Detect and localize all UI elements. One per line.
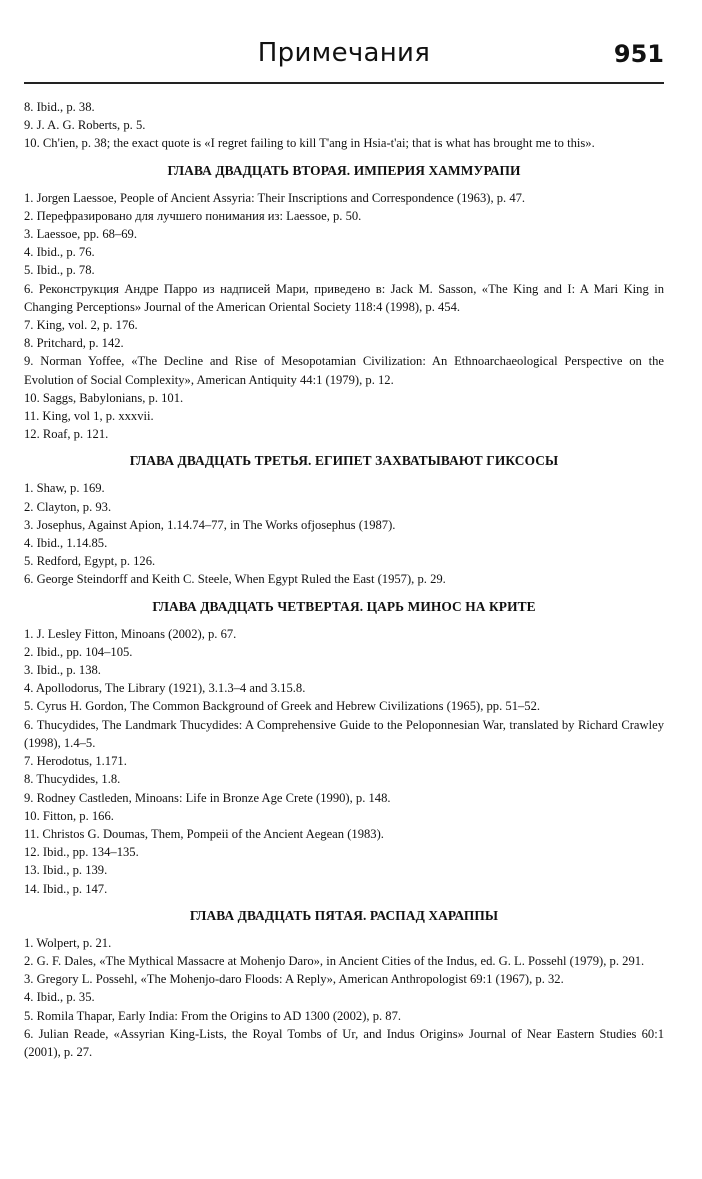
note-item: 5. Romila Thapar, Early India: From the Origins to AD 1300 (2002), p. 87.: [24, 1008, 402, 1023]
notes-section-chapter-22: [24, 163, 664, 444]
note-item: 3. Josephus, Against Apion, 1.14.74–77, in The Works ofjosephus (1987).: [24, 517, 396, 532]
note-item: 4. Ibid., p. 35.: [24, 990, 95, 1005]
note-item: 12. Roaf, p. 121.: [24, 427, 109, 442]
note-item: 1. Jorgen Laessoe, People of Ancient Assyria: Their Inscriptions and Correspondence (1963), p. 47.: [24, 190, 526, 205]
notes-section-continued: [24, 98, 664, 153]
note-item: 1. Shaw, p. 169.: [24, 481, 105, 496]
note-item: 11. Christos G. Doumas, Them, Pompeii of the Ancient Aegean (1983).: [24, 826, 384, 841]
note-item: 8. Thucydides, 1.8.: [24, 772, 121, 787]
note-item: 9. Norman Yoffee, «The Decline and Rise of Mesopotamian Civilization: An Ethnoarchaeological Perspective on the Evolution of Social Complexity», American Antiquity 44:1 (1979), p. 12.: [24, 354, 664, 387]
note-item: 5. Redford, Egypt, p. 126.: [24, 554, 156, 569]
chapter-heading: ГЛАВА ДВАДЦАТЬ ПЯТАЯ. РАСПАД ХАРАППЫ: [189, 907, 499, 923]
notes-content: [24, 98, 664, 1061]
notes-section-chapter-24: [24, 599, 664, 898]
note-item: 2. Перефразировано для лучшего понимания из: Laessoe, p. 50.: [24, 208, 362, 223]
chapter-heading: ГЛАВА ДВАДЦАТЬ ЧЕТВЕРТАЯ. ЦАРЬ МИНОС НА КРИТЕ: [152, 598, 536, 614]
notes-section-chapter-25: [24, 908, 664, 1061]
note-item: 2. Clayton, p. 93.: [24, 499, 112, 514]
note-item: 6. George Steindorff and Keith C. Steele, When Egypt Ruled the East (1957), p. 29.: [24, 572, 446, 587]
note-item: 7. Herodotus, 1.171.: [24, 754, 127, 769]
note-item: 8. Pritchard, p. 142.: [24, 336, 124, 351]
note-item: 1. J. Lesley Fitton, Minoans (2002), p. 67.: [24, 626, 237, 641]
note-item: 4. Apollodorus, The Library (1921), 3.1.3–4 and 3.15.8.: [24, 681, 306, 696]
note-item: 2. Ibid., pp. 104–105.: [24, 644, 133, 659]
notes-section-chapter-23: [24, 453, 664, 588]
note-item: 11. King, vol 1, p. xxxvii.: [24, 409, 154, 424]
chapter-heading: ГЛАВА ДВАДЦАТЬ ВТОРАЯ. ИМПЕРИЯ ХАММУРАПИ: [167, 162, 521, 178]
note-item: 1. Wolpert, p. 21.: [24, 935, 112, 950]
note-item: 12. Ibid., pp. 134–135.: [24, 845, 139, 860]
note-item: 7. King, vol. 2, p. 176.: [24, 318, 138, 333]
note-item: 3. Gregory L. Possehl, «The Mohenjo-daro Floods: A Reply», American Anthropologist 69:1 (1967), p. 32.: [24, 972, 564, 987]
note-item: 13. Ibid., p. 139.: [24, 863, 108, 878]
note-item: 6. Thucydides, The Landmark Thucydides: A Comprehensive Guide to the Peloponnesian War, translated by Richard Crawley (1998), 1.4–5.: [24, 717, 664, 750]
running-header: [24, 34, 664, 84]
note-item: 10. Ch'ien, p. 38; the exact quote is «I regret failing to kill T'ang in Hsia-t'ai; that is what has brought me to this».: [24, 136, 595, 151]
note-item: 5. Cyrus H. Gordon, The Common Background of Greek and Hebrew Civilizations (1965), pp. 51–52.: [24, 699, 541, 714]
note-item: 4. Ibid., p. 76.: [24, 245, 95, 260]
header-title: Примечания: [257, 38, 431, 68]
chapter-heading: ГЛАВА ДВАДЦАТЬ ТРЕТЬЯ. ЕГИПЕТ ЗАХВАТЫВАЮТ ГИКСОСЫ: [129, 453, 559, 469]
note-item: 6. Julian Reade, «Assyrian King-Lists, the Royal Tombs of Ur, and Indus Origins» Journal of Near Eastern Studies 60:1 (2001), p. 27.: [24, 1026, 664, 1059]
note-item: 3. Laessoe, pp. 68–69.: [24, 227, 137, 242]
note-item: 4. Ibid., 1.14.85.: [24, 536, 108, 551]
note-item: 3. Ibid., p. 138.: [24, 663, 101, 678]
note-item: 10. Fitton, p. 166.: [24, 808, 114, 823]
note-item: 8. Ibid., p. 38.: [24, 100, 95, 114]
note-item: 2. G. F. Dales, «The Mythical Massacre at Mohenjo Daro», in Ancient Cities of the Indus, ed. G. L. Possehl (1979), p. 291.: [24, 953, 645, 968]
note-item: 10. Saggs, Babylonians, p. 101.: [24, 390, 184, 405]
page-number: 951: [613, 40, 664, 68]
note-item: 6. Реконструкция Андре Парро из надписей Мари, приведено в: Jack M. Sasson, «The King and I: A Mari King in Changing Perceptions» Journal of the American Oriental Society 118:4 (1998), p. 454.: [24, 281, 664, 314]
note-item: 14. Ibid., p. 147.: [24, 881, 108, 896]
note-item: 9. Rodney Castleden, Minoans: Life in Bronze Age Crete (1990), p. 148.: [24, 790, 391, 805]
note-item: 5. Ibid., p. 78.: [24, 263, 95, 278]
note-item: 9. J. A. G. Roberts, p. 5.: [24, 118, 146, 133]
